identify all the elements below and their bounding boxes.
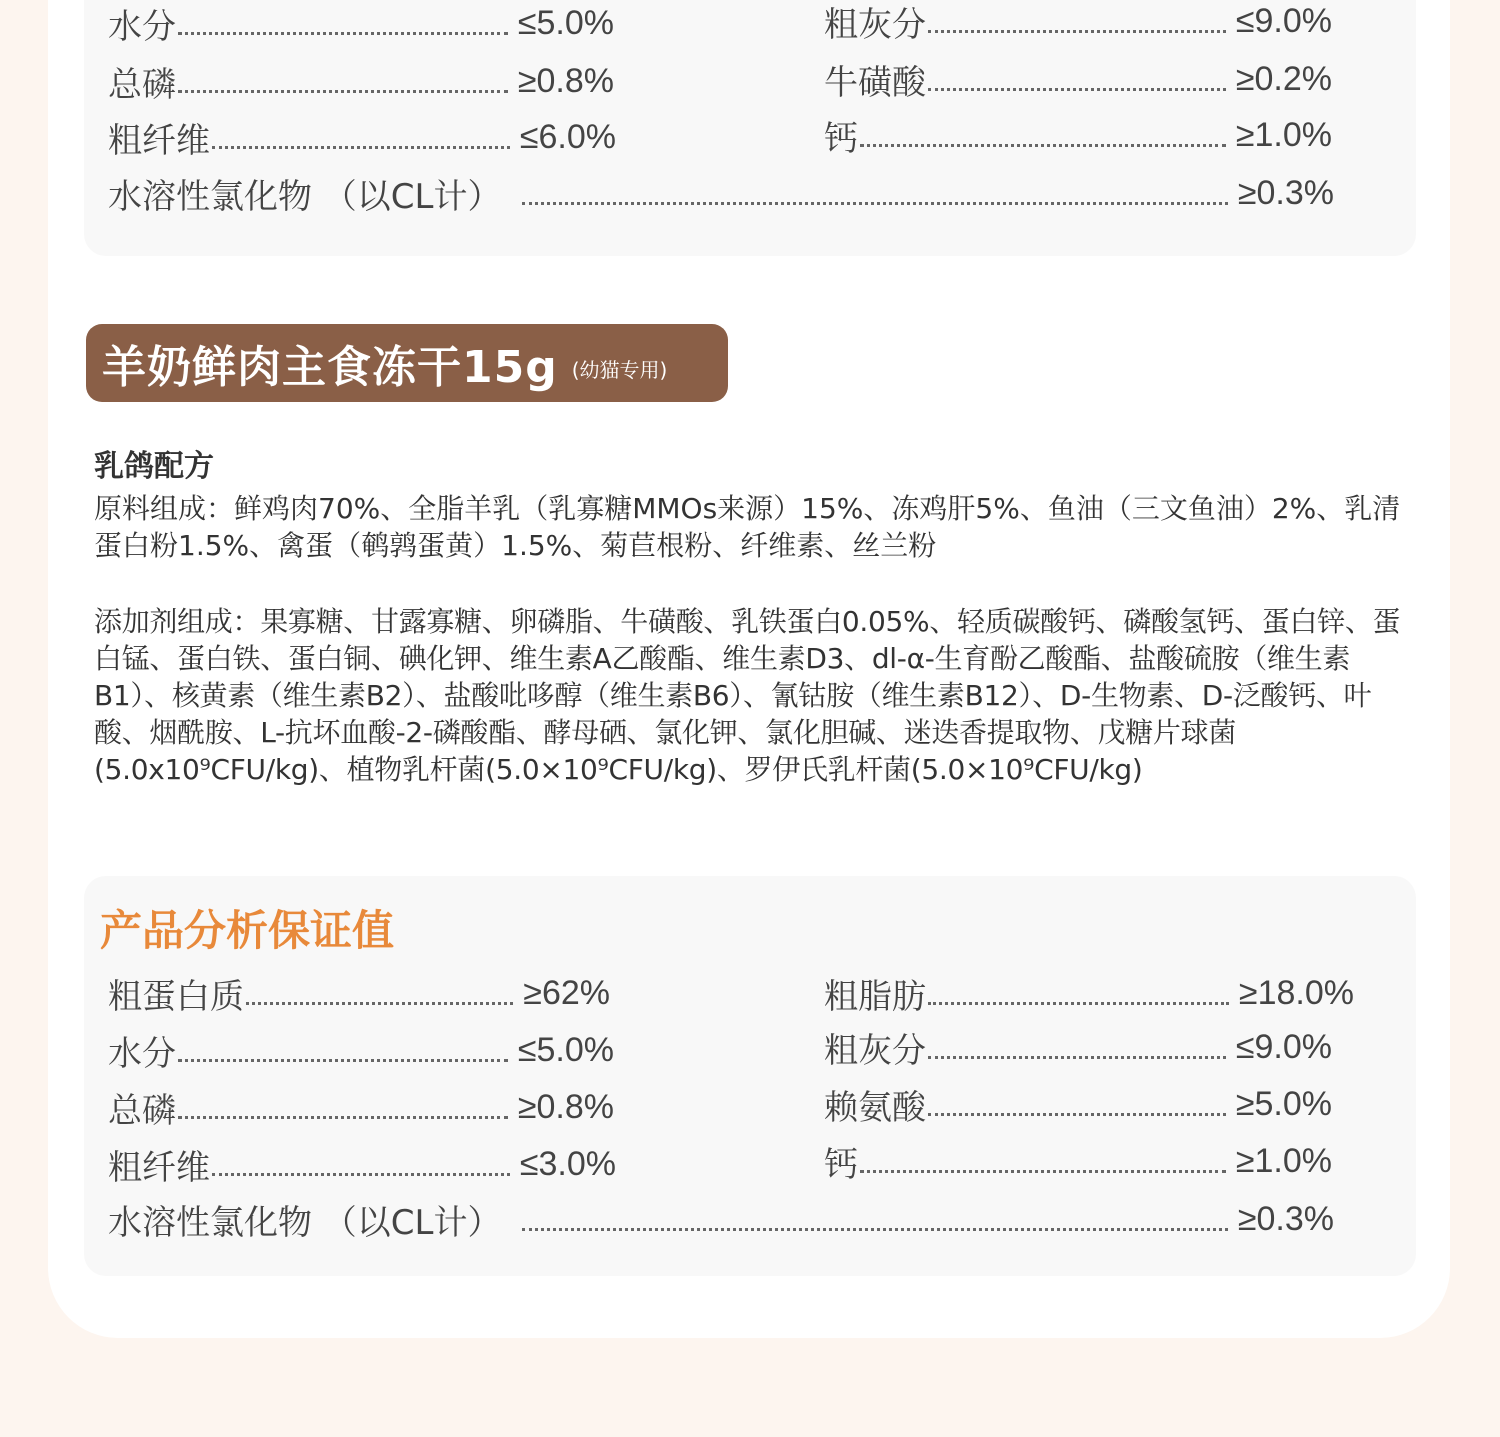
dot-leader xyxy=(928,88,1226,91)
analysis-row xyxy=(108,112,616,162)
analysis-label: 赖氨酸 xyxy=(824,1087,926,1128)
analysis-row xyxy=(108,1082,614,1132)
analysis-label: 粗蛋白质 xyxy=(108,976,244,1017)
analysis-value: ≥0.3% xyxy=(1237,173,1334,212)
analysis-label: 粗脂肪 xyxy=(824,976,926,1017)
analysis-row xyxy=(824,54,1332,104)
analysis-value: ≤9.0% xyxy=(1235,1,1332,40)
dot-leader xyxy=(212,146,510,149)
analysis-value: ≥0.3% xyxy=(1237,1199,1334,1238)
dot-leader xyxy=(860,144,1226,147)
analysis-row xyxy=(824,1022,1332,1072)
analysis-value: ≤9.0% xyxy=(1235,1027,1332,1066)
analysis-label: 钙 xyxy=(824,118,858,159)
analysis-row xyxy=(108,1139,616,1189)
dot-leader xyxy=(212,1173,510,1176)
analysis-label: 粗纤维 xyxy=(108,1147,210,1188)
analysis-value: ≥0.8% xyxy=(517,61,614,100)
analysis-row xyxy=(824,0,1332,46)
analysis-label: 粗灰分 xyxy=(824,4,926,45)
analysis-value: ≥1.0% xyxy=(1235,115,1332,154)
formula-name: 乳鸽配方 xyxy=(94,449,214,484)
analysis-value: ≥5.0% xyxy=(1235,1084,1332,1123)
product-title-banner xyxy=(86,324,728,402)
analysis-label: 总磷 xyxy=(108,64,176,105)
dot-leader xyxy=(246,1002,513,1005)
dot-leader xyxy=(928,1113,1226,1116)
analysis-value: ≤5.0% xyxy=(517,1030,614,1069)
analysis-value: ≤3.0% xyxy=(519,1144,616,1183)
analysis-value: ≤5.0% xyxy=(517,3,614,42)
analysis-row xyxy=(824,968,1354,1018)
raw-materials-text: 原料组成：鲜鸡肉70%、全脂羊乳（乳寡糖MMOs来源）15%、冻鸡肝5%、鱼油（三文鱼油）2%、乳清蛋白粉1.5%、禽蛋（鹌鹑蛋黄）1.5%、菊苣根粉、纤维素、丝兰粉 xyxy=(94,492,1401,562)
analysis-value: ≤6.0% xyxy=(519,117,616,156)
analysis-label: 粗灰分 xyxy=(824,1030,926,1071)
product-title: 羊奶鲜肉主食冻干15g xyxy=(102,342,558,393)
guarantee-title: 产品分析保证值 xyxy=(100,906,395,955)
dot-leader xyxy=(860,1170,1226,1173)
analysis-value: ≥62% xyxy=(523,973,610,1012)
dot-leader xyxy=(522,1228,1228,1231)
dot-leader xyxy=(178,32,508,35)
dot-leader xyxy=(928,1056,1226,1059)
analysis-value: ≥1.0% xyxy=(1235,1141,1332,1180)
dot-leader xyxy=(522,202,1228,205)
analysis-label: 水分 xyxy=(108,1033,176,1074)
dot-leader xyxy=(928,30,1226,33)
dot-leader xyxy=(178,1059,508,1062)
dot-leader xyxy=(178,90,508,93)
analysis-row xyxy=(108,968,610,1018)
analysis-label: 牛磺酸 xyxy=(824,62,926,103)
analysis-label: 粗纤维 xyxy=(108,120,210,161)
analysis-row xyxy=(108,0,614,48)
analysis-row xyxy=(824,1079,1332,1129)
analysis-label: 总磷 xyxy=(108,1090,176,1131)
analysis-row xyxy=(824,110,1332,160)
analysis-label: 水溶性氯化物 （以CL计） xyxy=(108,176,502,217)
additives-text: 添加剂组成：果寡糖、甘露寡糖、卵磷脂、牛磺酸、乳铁蛋白0.05%、轻质碳酸钙、磷酸氢钙、蛋白锌、蛋白锰、蛋白铁、蛋白铜、碘化钾、维生素A乙酸酯、维生素D3、dl-α-生育酚乙酸酯、盐酸硫胺（维生素B1）、核黄素（维生素B2）、盐酸吡哆醇（维生素B6）、氰钴胺（维生素B12）、D-生物素、D-泛酸钙、叶酸、烟酰胺、L-抗坏血酸-2-磷酸酯、酵母硒、氯化钾、氯化胆碱、迷迭香提取物、戊糖片球菌(5.0x10⁹CFU/kg)、植物乳杆菌(5.0×10⁹CFU/kg)、罗伊氏乳杆菌(5.0×10⁹CFU/kg) xyxy=(94,605,1401,786)
analysis-row xyxy=(108,56,614,106)
analysis-value: ≥0.8% xyxy=(517,1087,614,1126)
dot-leader xyxy=(178,1116,508,1119)
analysis-row-full xyxy=(108,168,1334,218)
analysis-row xyxy=(108,1025,614,1075)
product-subtitle: (幼猫专用) xyxy=(571,357,668,382)
analysis-label: 水分 xyxy=(108,6,176,47)
analysis-label: 钙 xyxy=(824,1144,858,1185)
analysis-row-full xyxy=(108,1194,1334,1244)
dot-leader xyxy=(928,1002,1229,1005)
analysis-value: ≥0.2% xyxy=(1235,59,1332,98)
analysis-label: 水溶性氯化物 （以CL计） xyxy=(108,1202,502,1243)
analysis-value: ≥18.0% xyxy=(1238,973,1354,1012)
analysis-row xyxy=(824,1136,1332,1186)
